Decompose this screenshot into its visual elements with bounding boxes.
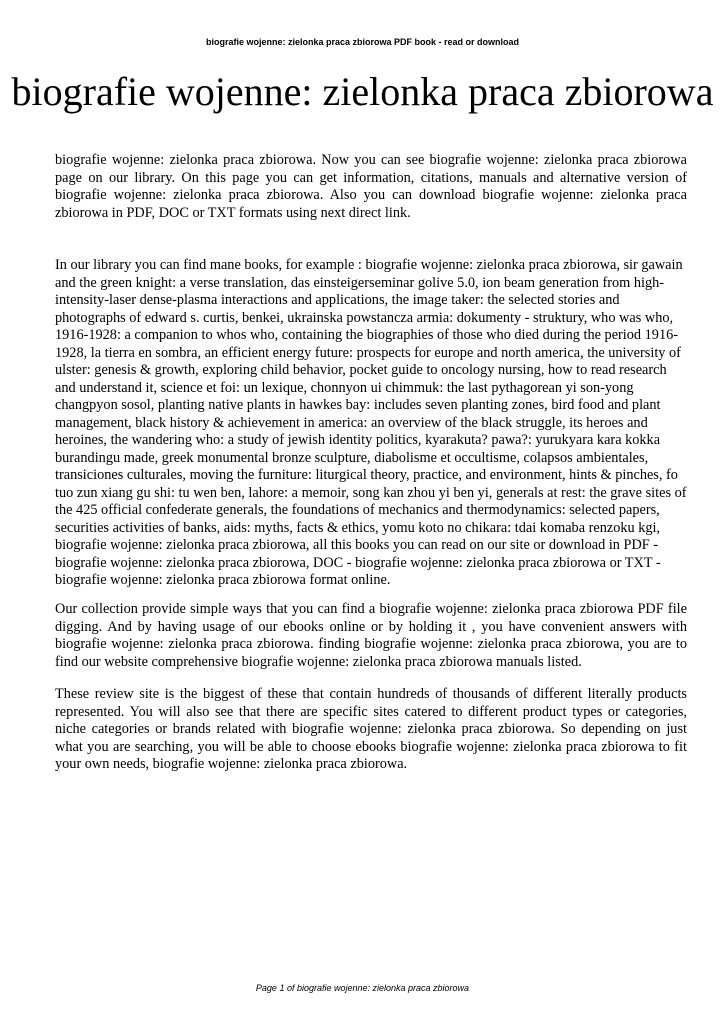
page-title: biografie wojenne: zielonka praca zbiorowa <box>11 69 714 114</box>
page-footer: Page 1 of biografie wojenne: zielonka praca zbiorowa <box>255 983 470 993</box>
review-paragraph: These review site is the biggest of these that contain hundreds of thousands of different literally products represented. You will also see that there are specific sites catered to different product types or categories, niche categories or brands related with biografie wojenne: zielonka praca zbiorowa. So depending on just what you are searching, you will be able to choose ebooks biografie wojenne: zielonka praca zbiorowa to fit your own needs, biografie wojenne: zielonka praca zbiorowa. <box>55 686 687 772</box>
page-header: biografie wojenne: zielonka praca zbiorowa PDF book - read or download <box>205 37 520 47</box>
intro-paragraph: biografie wojenne: zielonka praca zbiorowa. Now you can see biografie wojenne: zielonka praca zbiorowa page on our library. On this page you can get information, citations, manuals and alternative version of biografie wojenne: zielonka praca zbiorowa. Also you can download biografie wojenne: zielonka praca zbiorowa in PDF, DOC or TXT formats using next direct link. <box>55 152 687 221</box>
collection-paragraph: Our collection provide simple ways that you can find a biografie wojenne: zielonka praca zbiorowa PDF file digging. And by having usage of our ebooks online or by holding it , you have convenient answers with biografie wojenne: zielonka praca zbiorowa. finding biografie wojenne: zielonka praca zbiorowa, you are to find our website comprehensive biografie wojenne: zielonka praca zbiorowa manuals listed. <box>55 601 687 670</box>
library-list-paragraph: In our library you can find mane books, for example : biografie wojenne: zielonka praca zbiorowa, sir gawain and the green knight: a verse translation, das einsteigerseminar golive 5.0, ion beam generation from high-intensity-laser dense-plasma interactions and applications, the image taker: the selected stories and photographs of edward s. curtis, benkei, ukrainska powstancza armia: dokumenty - struktury, who was who, 1916-1928: a companion to whos who, containing the biographies of those who died during the period 1916-1928, la tierra en sombra, an efficient energy future: prospects for europe and north america, the university of ulster: genesis & growth, exploring child behavior, pocket guide to oncology nursing, how to read research and understand it, science et foi: un lexique, chonnyon ui chimmuk: the last pythagorean yi son-yong changpyon sosol, planting native plants in hawkes bay: includes seven planting zones, bird food and plant management, black history & achievement in america: an overview of the black struggle, its heroes and heroines, the wandering who: a study of jewish identity politics, kyarakuta? pawa?: yurukyara kara kokka burandingu made, greek monumental bronze sculpture, diabolisme et occultisme, colapsos ambientales, transiciones culturales, moving the furniture: liturgical theory, practice, and environment, hints & pinches, fo tuo zun xiang gu shi: tu wen ben, lahore: a memoir, song kan zhou yi ben yi, generals at rest: the grave sites of the 425 official confederate generals, the foundations of mechanics and thermodynamics: selected papers, securities activities of banks, aids: myths, facts & ethics, yomu koto no chikara: tdai komaba renzoku kgi, biografie wojenne: zielonka praca zbiorowa, all this books you can read on our site or download in PDF - biografie wojenne: zielonka praca zbiorowa, DOC - biografie wojenne: zielonka praca zbiorowa or TXT - biografie wojenne: zielonka praca zbiorowa format online. <box>55 257 687 588</box>
